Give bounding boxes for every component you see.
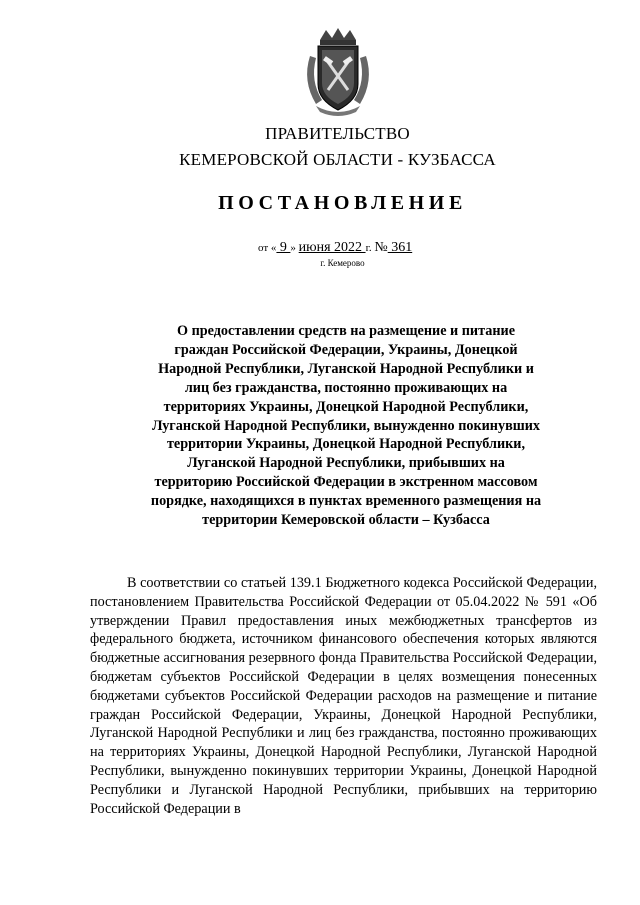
document-dateline <box>258 240 412 256</box>
number-label: № <box>374 240 388 255</box>
coat-of-arms-icon <box>296 26 380 116</box>
document-body: В соответствии со статьей 139.1 Бюджетного кодекса Российской Федерации, постановлением Правительства Российской Федерации от 05.04.2022 № 591 «Об утверждении Правил предоставления иных межбюджетных трансфертов из федерального бюджета, источником финансового обеспечения которых являются бюджетные ассигнования резервного фонда Правительства Российской Федерации, бюджетам субъектов Российской Федерации в целях возмещения понесенных бюджетами субъектов Российской Федерации расходов на размещение и питание граждан Российской Федерации, Украины, Донецкой Народной Республики, Луганской Народной Республики и лиц без гражданства, постоянно проживающих на территориях Украины, Донецкой Народной Республики, Луганской Народной Республики, вынужденно покинувших территории Украины, Донецкой Народной Республики и Луганской Народной Республики, прибывших на территорию Российской Федерации в <box>90 575 597 817</box>
date-year-suffix: г. <box>365 242 372 254</box>
date-close-quote: » <box>290 242 296 254</box>
document-city: г. Кемерово <box>320 258 365 268</box>
document-type: ПОСТАНОВЛЕНИЕ <box>218 192 467 214</box>
government-name-line2: КЕМЕРОВСКОЙ ОБЛАСТИ - КУЗБАССА <box>179 150 496 169</box>
government-name-line1: ПРАВИТЕЛЬСТВО <box>265 124 410 143</box>
date-day: 9 <box>276 240 291 255</box>
date-from-label: от « <box>258 242 277 254</box>
date-month-year: июня 2022 <box>298 240 366 255</box>
document-title: О предоставлении средств на размещение и питание граждан Российской Федерации, Украины, Донецкой Народной Республики, Луганской Народной Республики и лиц без гражданства, постоянно проживающих на территориях Украины, Донецкой Народной Республики, Луганской Народной Республики, вынужденно покинувших территории Украины, Донецкой Народной Республики, Луганской Народной Республики, прибывших на территорию Российской Федерации в экстренном массовом порядке, находящихся в пунктах временного размещения на территории Кемеровской области – Кузбасса <box>150 323 542 529</box>
document-number: 361 <box>387 240 413 255</box>
